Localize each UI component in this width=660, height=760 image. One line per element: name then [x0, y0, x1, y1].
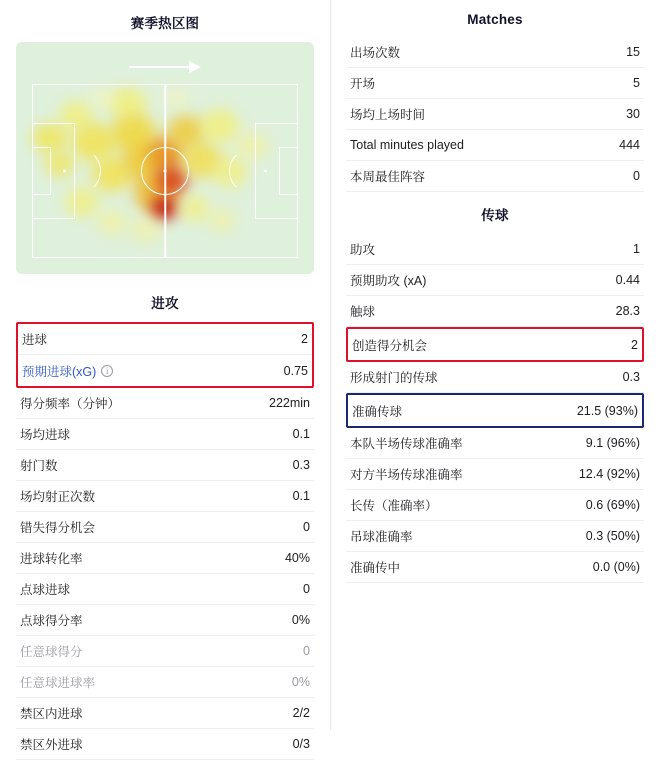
matches-rows [346, 37, 644, 192]
stat-row [16, 481, 314, 512]
arrow-right-icon [129, 60, 201, 74]
stat-value: 2 [631, 337, 638, 352]
stat-label: 长传（准确率） [350, 499, 438, 513]
stat-row [16, 574, 314, 605]
stat-value: 0 [303, 644, 310, 658]
stat-row [346, 521, 644, 552]
stat-row [16, 543, 314, 574]
stat-value: 0.3 [292, 458, 310, 472]
stat-label: 准确传中 [350, 561, 401, 575]
stat-value: 0% [291, 613, 310, 627]
attack-rows [16, 388, 314, 760]
attack-highlight-box [16, 322, 314, 388]
stat-row [16, 450, 314, 481]
chances-created-highlight-box [346, 327, 644, 362]
stat-row [16, 729, 314, 760]
stat-label: 本队半场传球准确率 [350, 437, 463, 451]
stat-value: 2/2 [292, 706, 310, 720]
stat-row [346, 130, 644, 161]
stat-label: 点球得分率 [20, 614, 83, 628]
stat-label: 禁区外进球 [20, 738, 83, 752]
stat-value: 222min [269, 396, 310, 410]
stat-label: 本周最佳阵容 [350, 170, 426, 184]
stat-row [16, 667, 314, 698]
right-column [330, 0, 660, 730]
stat-row [346, 161, 644, 192]
stat-row [16, 698, 314, 729]
stat-value: 0.0 (0%) [592, 560, 640, 574]
stat-value: 15 [626, 45, 640, 59]
heatmap-container [16, 42, 314, 280]
stat-row [346, 490, 644, 521]
stat-value: 21.5 (93%) [576, 403, 638, 418]
stat-label-wrap [22, 362, 113, 380]
stat-label: 错失得分机会 [20, 521, 96, 535]
stat-value: 40% [284, 551, 310, 565]
stat-value: 0.75 [283, 363, 308, 378]
stat-row [346, 552, 644, 583]
stat-label: 形成射门的传球 [350, 371, 438, 385]
stat-label: 触球 [350, 305, 376, 319]
stat-label: 射门数 [20, 459, 58, 473]
accurate-passes-highlight-box [346, 393, 644, 428]
stat-label: 场均上场时间 [350, 108, 426, 122]
stat-label: 进球转化率 [20, 552, 83, 566]
stat-row-xg [18, 355, 312, 386]
stat-value: 30 [626, 107, 640, 121]
stat-value: 0/3 [292, 737, 310, 751]
stat-value: 0 [303, 582, 310, 596]
stat-row [346, 459, 644, 490]
stat-row [346, 99, 644, 130]
stat-value: 28.3 [615, 304, 640, 318]
stat-label: 场均射正次数 [20, 490, 96, 504]
stat-value: 5 [633, 76, 640, 90]
stat-row [346, 296, 644, 327]
stat-label: 开场 [350, 77, 376, 91]
stat-row [346, 68, 644, 99]
stat-label: 预期进球(xG) [22, 364, 97, 379]
stat-row [346, 428, 644, 459]
stat-value: 0.3 (50%) [585, 529, 640, 543]
stat-label: 创造得分机会 [352, 338, 428, 353]
stat-row-accurate-passes [348, 395, 642, 426]
stat-value: 0.1 [292, 427, 310, 441]
stat-value: 0.1 [292, 489, 310, 503]
stat-value: 9.1 (96%) [585, 436, 640, 450]
stat-label: 对方半场传球准确率 [350, 468, 463, 482]
stat-label: 预期助攻 (xA) [350, 274, 427, 288]
stat-value: 2 [301, 332, 308, 346]
stat-value: 0 [633, 169, 640, 183]
stat-label: 任意球得分 [20, 645, 83, 659]
stat-value: 12.4 (92%) [578, 467, 640, 481]
stat-value: 0.3 [622, 370, 640, 384]
heatmap-title: 赛季热区图 [130, 16, 200, 31]
stat-value: 0.6 (69%) [585, 498, 640, 512]
stat-label: 进球 [22, 333, 48, 347]
stat-row [16, 605, 314, 636]
stat-row [16, 388, 314, 419]
stat-label: 出场次数 [350, 46, 401, 60]
pitch-lines [32, 84, 298, 258]
stat-value: 0 [303, 520, 310, 534]
passing-title: 传球 [481, 208, 509, 223]
stat-row-goals [18, 324, 312, 355]
stat-row-chances-created [348, 329, 642, 360]
pitch-heatmap [16, 42, 314, 274]
passing-rows [346, 234, 644, 583]
stat-label: 助攻 [350, 243, 376, 257]
attack-title: 进攻 [151, 296, 179, 311]
stat-value: 0% [291, 675, 310, 689]
stat-row [16, 419, 314, 450]
stat-value: 0.44 [615, 273, 640, 287]
left-column [0, 0, 330, 752]
info-icon[interactable]: i [101, 365, 113, 377]
stat-row [16, 512, 314, 543]
stat-label: 吊球准确率 [350, 530, 413, 544]
stat-value: 444 [619, 138, 640, 152]
stat-value: 1 [633, 242, 640, 256]
stat-label: 得分频率（分钟） [20, 397, 121, 411]
stat-row [346, 37, 644, 68]
stat-label: 准确传球 [352, 404, 403, 419]
stat-label: 场均进球 [20, 428, 71, 442]
stat-label: 禁区内进球 [20, 707, 83, 721]
stat-row [346, 362, 644, 393]
matches-title: Matches [467, 12, 523, 27]
stat-row [16, 636, 314, 667]
stat-label: Total minutes played [350, 138, 464, 152]
stat-row [346, 265, 644, 296]
stat-label: 点球进球 [20, 583, 71, 597]
stat-row [346, 234, 644, 265]
stat-label: 任意球进球率 [20, 676, 96, 690]
